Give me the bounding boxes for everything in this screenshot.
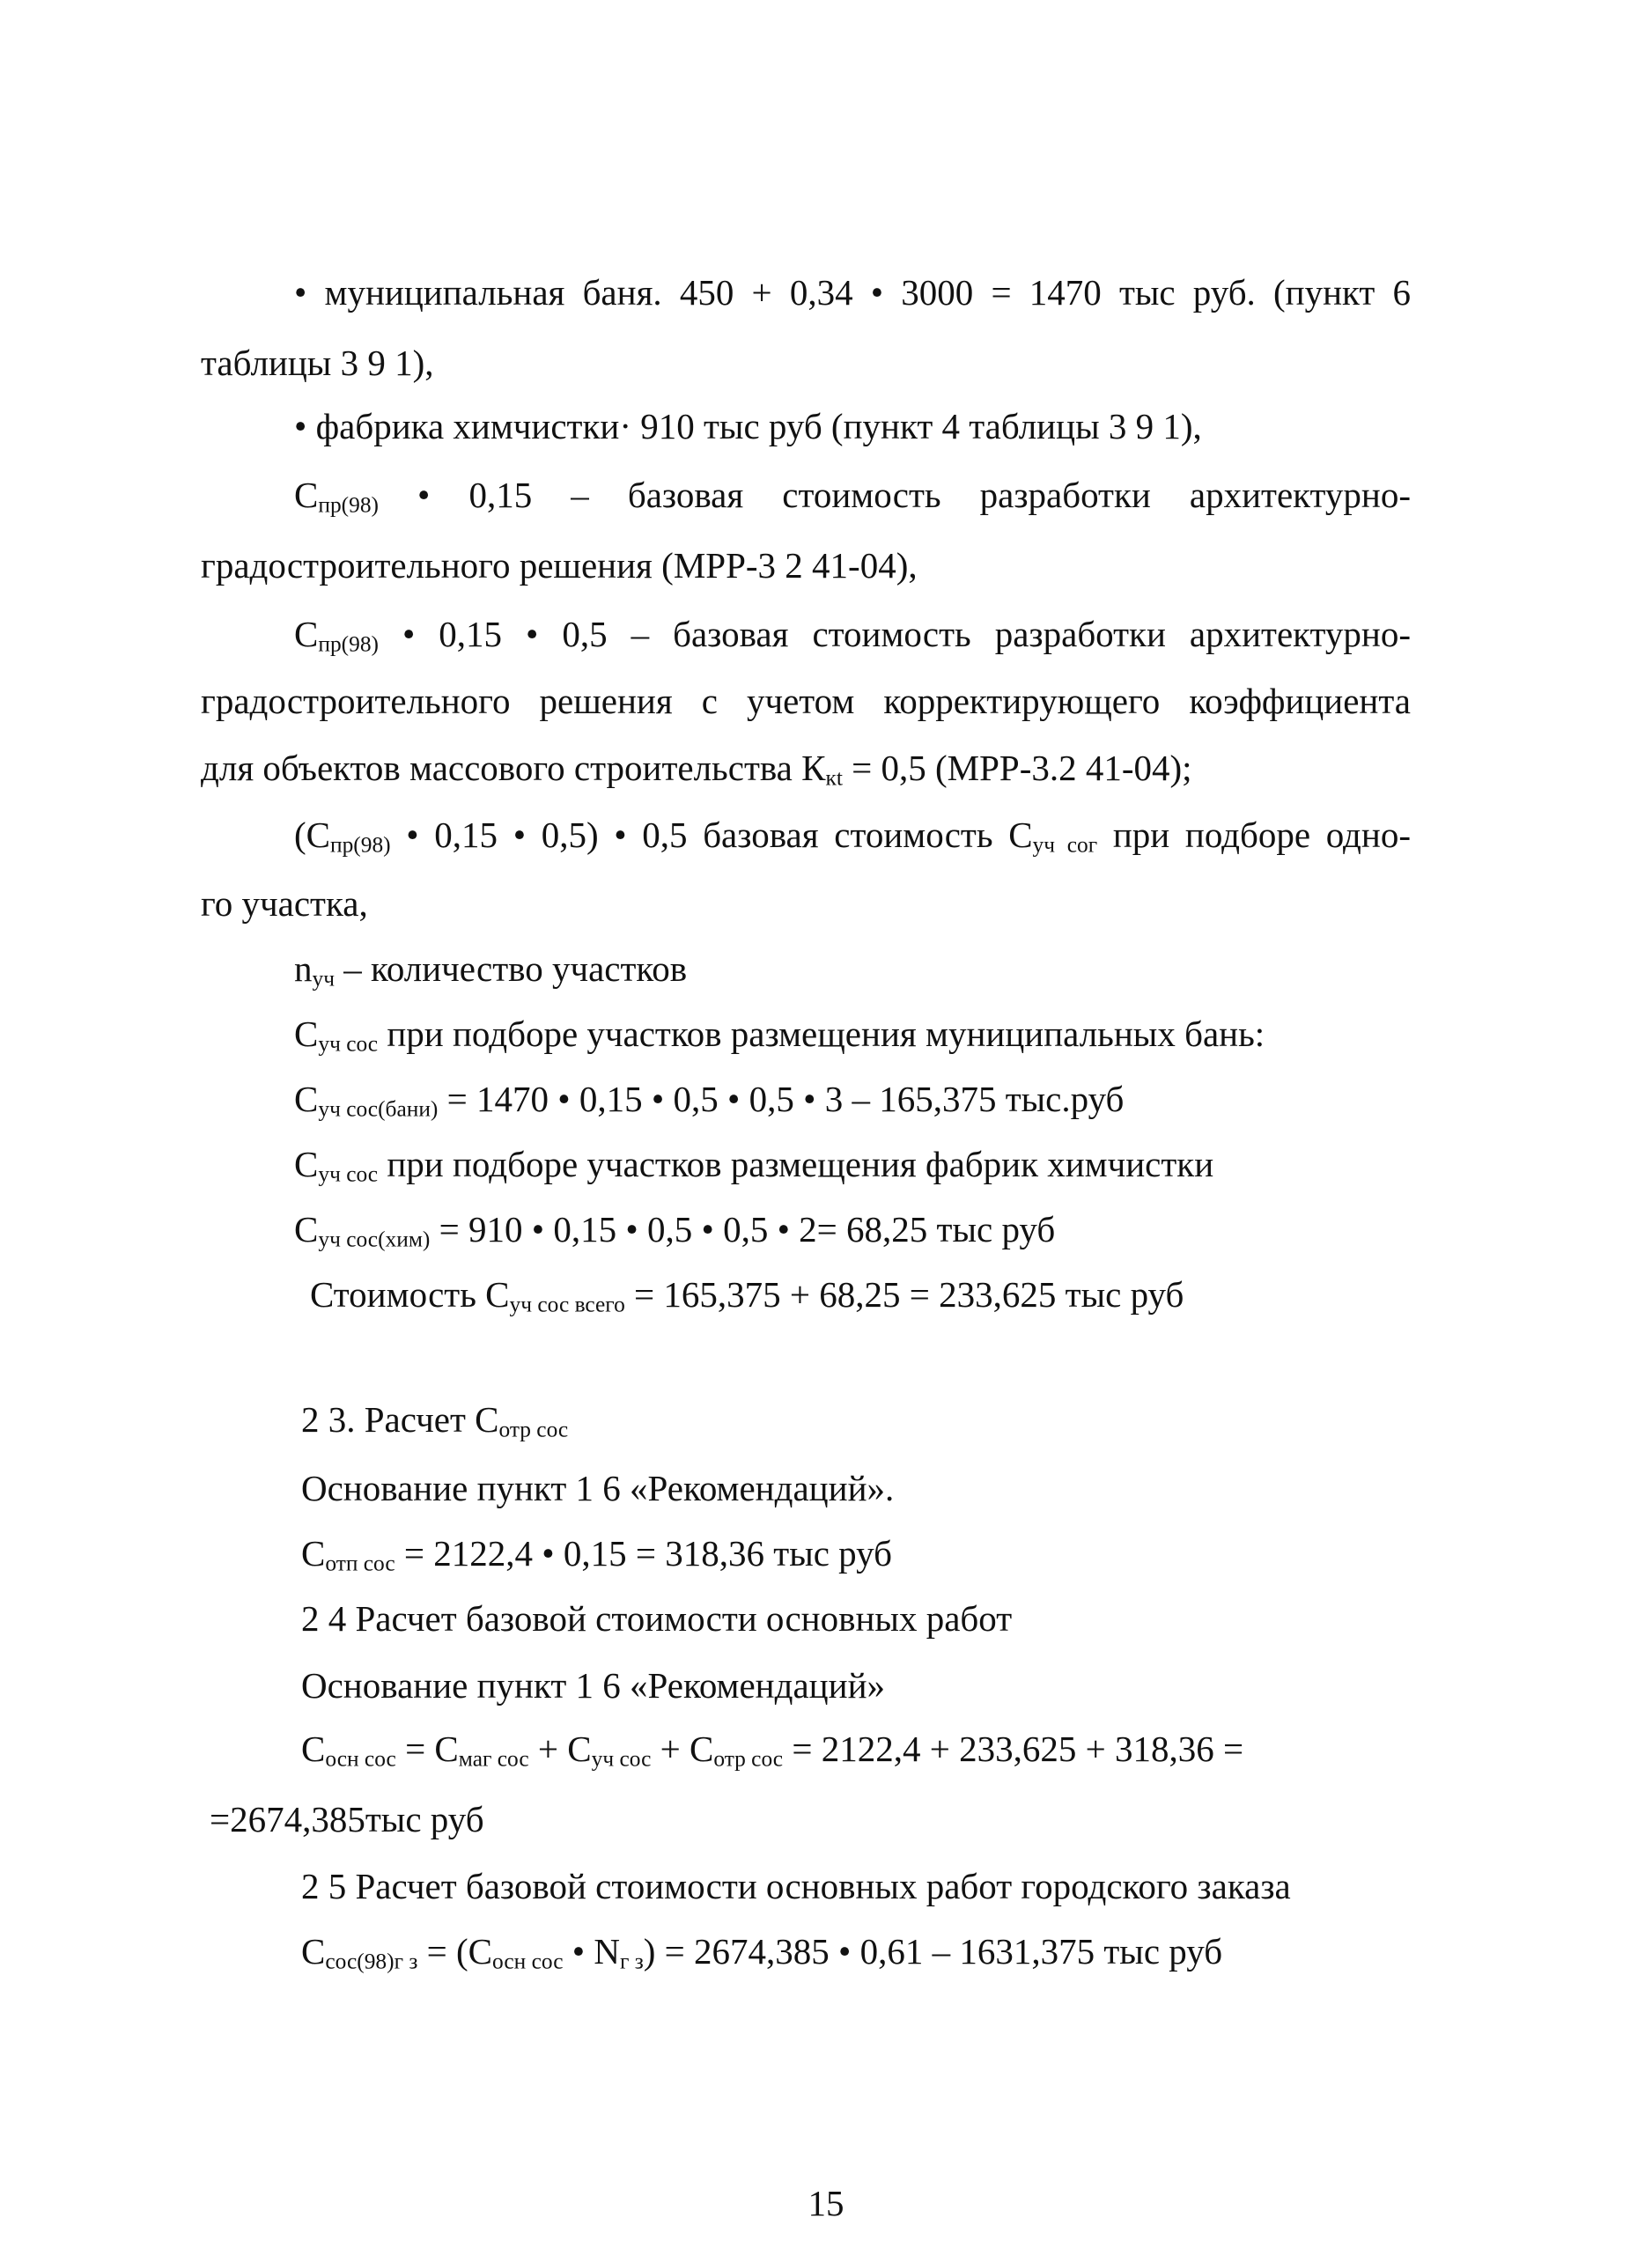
formula-line: $С_{уч сос(хим)} = 910$ • 0,15 • 0,5 • 0,5 • 2= 68,25 тыс руб (294, 1209, 1056, 1252)
formula-line: $n_{уч}$ – количество участков (294, 948, 688, 991)
text-line: =2674,385тыс руб (210, 1799, 484, 1839)
formula-line: ($С_{пр(98)}$ • 0,15 • 0,5) • 0,5 базовая стоимость $С_{уч сог}$ при подборе одно- (294, 815, 1411, 858)
section-heading: 2 4 Расчет базовой стоимости основных работ (301, 1598, 1013, 1639)
formula-line: $С_{уч сос}$ при подборе участков размещения муниципальных бань: (294, 1014, 1265, 1057)
formula-line: $С_{отп сос} = 2122,4$ • 0,15 = 318,36 тыс руб (301, 1533, 892, 1576)
text-line: Основание пункт 1 6 «Рекомендаций». (301, 1468, 895, 1508)
formula-line: Стоимость $С_{уч сос всего} = 165,375 + 68,25 = 233,625$ тыс руб (310, 1274, 1184, 1317)
text-line: Основание пункт 1 6 «Рекомендаций» (301, 1665, 886, 1706)
formula-line: $С_{сос(98)г з} = (С_{осн сос}$ • $N_{г з}) = 2674,385$ • 0,61 – 1631,375 тыс руб (301, 1931, 1223, 1974)
formula-line: $С_{пр(98)}$ • 0,15 • 0,5 – базовая стоимость разработки архитектурно- (294, 614, 1411, 657)
page-number: 15 (808, 2183, 844, 2223)
text-line: го участка, (201, 883, 368, 924)
formula-line: $С_{осн сос} = С_{маг сос} + С_{уч сос} + С_{отр сос} = 2122,4 + 233,625 + 318,36$ = (301, 1729, 1244, 1772)
text-line: градостроительного решения (МРР-3 2 41-04), (201, 545, 918, 586)
text-line: таблицы 3 9 1), (201, 343, 434, 383)
text-line: • фабрика химчистки· 910 тыс руб (пункт 4 таблицы 3 9 1), (294, 406, 1202, 446)
text-line: • муниципальная баня. 450 + 0,34 • 3000 = 1470 тыс руб. (пункт 6 (294, 272, 1411, 313)
formula-line: $С_{уч сос(бани)} = 1470$ • 0,15 • 0,5 • 0,5 • 3 – 165,375 тыс.руб (294, 1079, 1125, 1122)
formula-line: для объектов массового строительства $К_{кt} = 0,5$ (МРР-3.2 41-04); (201, 748, 1192, 791)
formula-line: $С_{уч сос}$ при подборе участков размещения фабрик химчистки (294, 1144, 1214, 1187)
text-line: градостроительного решения с учетом корректирующего коэффициента (201, 681, 1411, 721)
section-heading: 2 3. Расчет $С_{отр сос}$ (301, 1399, 569, 1442)
section-heading: 2 5 Расчет базовой стоимости основных работ городского заказа (301, 1866, 1291, 1906)
formula-line: $С_{пр(98)}$ • 0,15 – базовая стоимость разработки архитектурно- (294, 475, 1411, 518)
